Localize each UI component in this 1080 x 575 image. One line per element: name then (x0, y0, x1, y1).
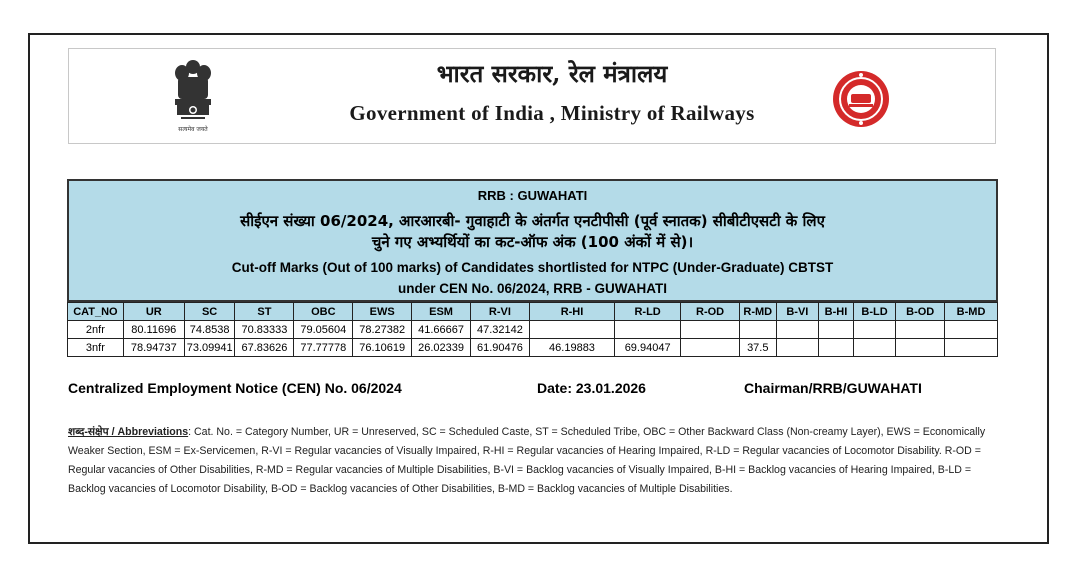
column-header: B-MD (945, 303, 998, 321)
table-cell (776, 321, 819, 339)
table-cell: 26.02339 (412, 339, 471, 357)
column-header: SC (184, 303, 235, 321)
indian-railways-logo-icon (831, 69, 891, 129)
english-line-1: Cut-off Marks (Out of 100 marks) of Candidates shortlisted for NTPC (Under-Graduate) CBTST (231, 260, 834, 275)
table-cell (945, 339, 998, 357)
table-cell: 79.05604 (294, 321, 353, 339)
table-row (68, 321, 998, 339)
column-header: UR (123, 303, 184, 321)
abbreviations-lead: शब्द-संक्षेप / Abbreviations (68, 426, 189, 438)
table-cell: 2nfr (68, 321, 124, 339)
table-cell: 78.94737 (123, 339, 184, 357)
signatory: Chairman/RRB/GUWAHATI (744, 380, 922, 396)
table-cell (776, 339, 819, 357)
emblem-caption: सत्यमेव जयते (178, 126, 208, 133)
table-cell: 67.83626 (235, 339, 294, 357)
table-cell (896, 321, 945, 339)
table-header-row (68, 303, 998, 321)
table-cell: 70.83333 (235, 321, 294, 339)
column-header: B-HI (819, 303, 854, 321)
column-header: EWS (353, 303, 412, 321)
english-title: Government of India , Ministry of Railways (349, 101, 755, 125)
table-cell (529, 321, 614, 339)
column-header: R-OD (681, 303, 740, 321)
column-header: R-LD (615, 303, 681, 321)
hindi-title: भारत सरकार, रेल मंत्रालय (436, 59, 668, 88)
abbreviations-text: : Cat. No. = Category Number, UR = Unreserved, SC = Scheduled Caste, ST = Scheduled Tribe, OBC = Other Backward Class (Non-creamy Layer), EWS = Economically Weaker Section, ESM = Ex-Servicemen, R-VI = Regular vacancies of Visually Impaired, R-HI = Regular vacancies of Hearing Impaired, R-LD = Regular vacancies of Locomotor Disability. R-OD = Regular vacancies of Other Disabilities, R-MD = Regular vacancies of Multiple Disabilities, B-VI = Backlog vacancies of Visually Impaired, B-HI = Backlog vacancies of Hearing Impaired, B-LD = Backlog vacancies of Locomotor Disability, B-OD = Backlog vacancies of Other Disabilities, B-MD = Backlog vacancies of Multiple Disabilities. (68, 426, 986, 495)
table-cell (740, 321, 777, 339)
table-cell: 80.11696 (123, 321, 184, 339)
table-cell: 74.8538 (184, 321, 235, 339)
table-cell (681, 321, 740, 339)
table-row (68, 339, 998, 357)
notice-date: Date: 23.01.2026 (537, 380, 646, 396)
column-header: CAT_NO (68, 303, 124, 321)
table-cell: 3nfr (68, 339, 124, 357)
notice-banner (67, 179, 998, 302)
table-cell (853, 321, 896, 339)
cutoff-table (67, 302, 998, 357)
table-cell: 76.10619 (353, 339, 412, 357)
table-cell: 41.66667 (412, 321, 471, 339)
table-cell: 61.90476 (470, 339, 529, 357)
column-header: ST (235, 303, 294, 321)
table-cell (615, 321, 681, 339)
table-cell: 46.19883 (529, 339, 614, 357)
table-cell (945, 321, 998, 339)
table-cell: 69.94047 (615, 339, 681, 357)
table-cell (819, 339, 854, 357)
table-cell (896, 339, 945, 357)
abbreviations (68, 423, 988, 499)
hindi-line-2: चुने गए अभ्यर्थियों का कट-ऑफ अंक (100 अंकों में से)। (371, 233, 694, 251)
column-header: B-LD (853, 303, 896, 321)
column-header: OBC (294, 303, 353, 321)
column-header: B-OD (896, 303, 945, 321)
table-cell: 78.27382 (353, 321, 412, 339)
table-cell: 77.77778 (294, 339, 353, 357)
column-header: B-VI (776, 303, 819, 321)
column-header: R-MD (740, 303, 777, 321)
column-header: ESM (412, 303, 471, 321)
table-cell (681, 339, 740, 357)
table-cell: 47.32142 (470, 321, 529, 339)
english-line-2: under CEN No. 06/2024, RRB - GUWAHATI (397, 281, 668, 296)
table-cell (819, 321, 854, 339)
column-header: R-HI (529, 303, 614, 321)
table-cell: 37.5 (740, 339, 777, 357)
table-cell: 73.09941 (184, 339, 235, 357)
rrb-label: RRB : GUWAHATI (477, 188, 588, 203)
column-header: R-VI (470, 303, 529, 321)
table-cell (853, 339, 896, 357)
letterhead (68, 48, 996, 144)
hindi-line-1: सीईएन संख्या 06/2024, आरआरबी- गुवाहाटी के अंतर्गत एनटीपीसी (पूर्व स्नातक) सीबीटीएसटी के लिए (240, 212, 825, 230)
cen-number: Centralized Employment Notice (CEN) No. 06/2024 (68, 380, 402, 396)
